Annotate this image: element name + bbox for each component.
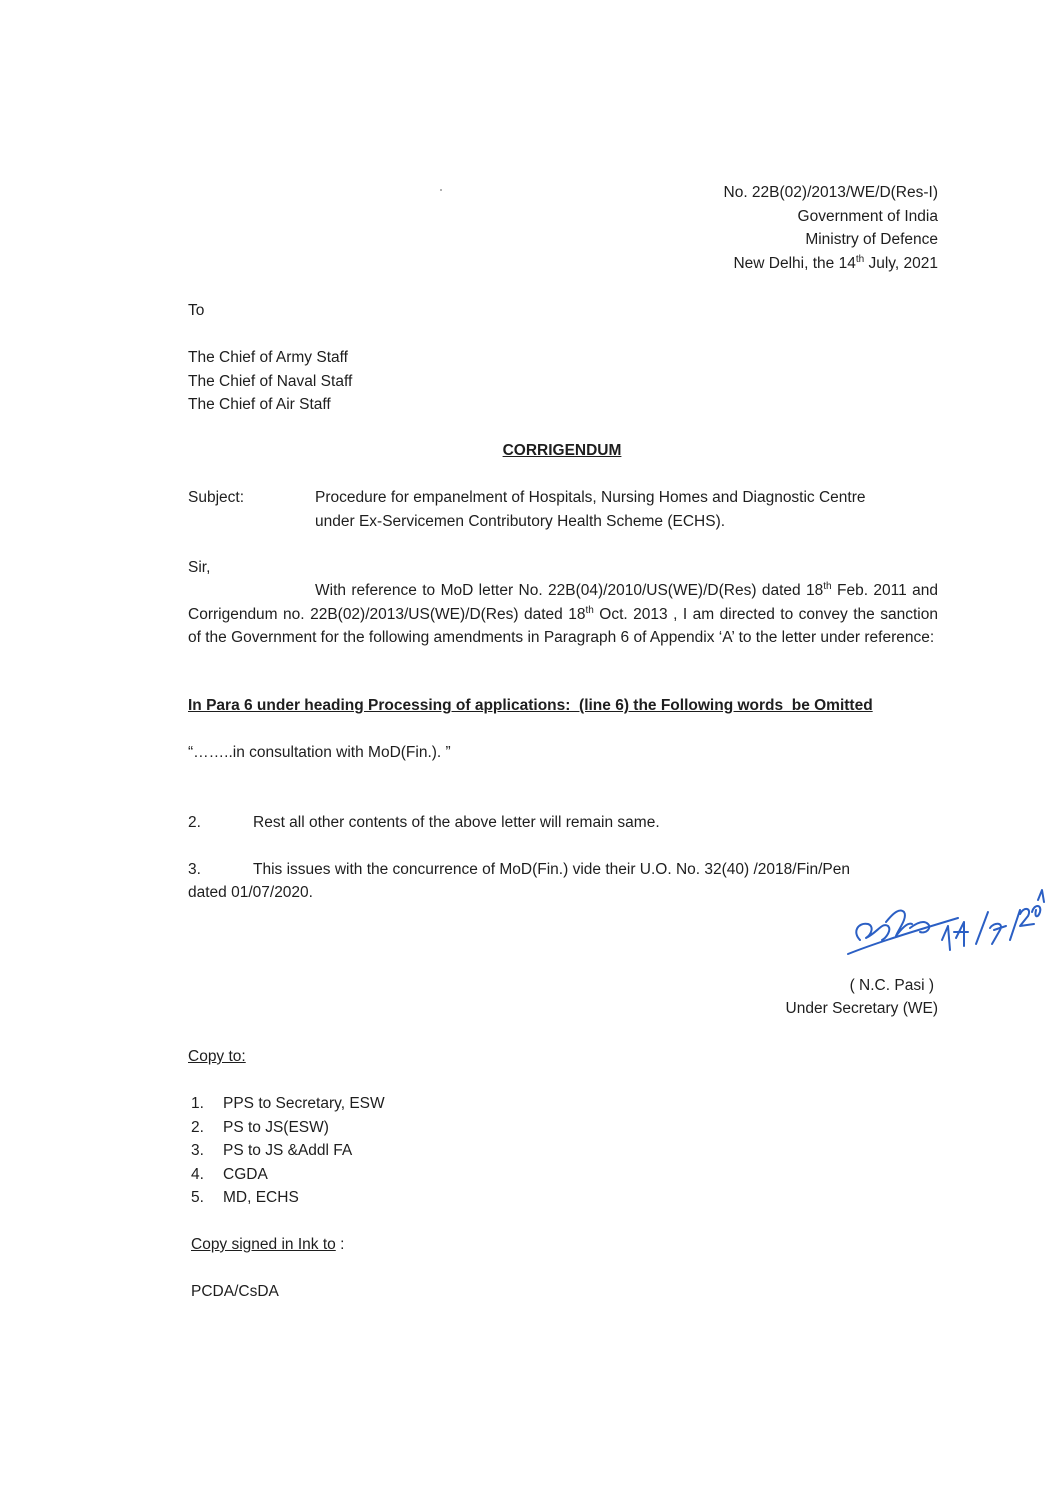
list-item-text: PS to JS &Addl FA [223,1142,353,1159]
paragraph-2-number: 2. [188,814,201,831]
ministry-line: Ministry of Defence [805,231,938,248]
paragraph-1-part-c: Oct. 2013 , I am directed to convey the sanction of the Government for the following amendments in Paragraph 6 of Appendix ‘A’ to the letter under reference: [188,605,938,646]
recipient-air: The Chief of Air Staff [188,396,331,413]
paragraph-3-number: 3. [188,861,201,878]
list-item [191,1139,385,1163]
list-item-number: 2. [191,1118,204,1136]
paragraph-1 [188,579,938,650]
list-item [191,1186,385,1210]
copy-signed-heading-colon: : [335,1236,345,1253]
copy-signed-recipient: PCDA/CsDA [191,1283,279,1300]
date-prefix: New Delhi, the 14 [733,254,856,272]
list-item-text: PS to JS(ESW) [223,1118,329,1136]
date-superscript: th [855,253,865,265]
date-line [724,252,939,276]
paragraph-1-part-a: With reference to MoD letter No. 22B(04)/2010/US(WE)/D(Res) dated 18 [315,582,824,599]
copy-to-list [191,1092,385,1210]
paragraph-1-sup-2: th [585,604,594,616]
signatory-designation: Under Secretary (WE) [785,1000,938,1017]
to-label: To [188,302,205,319]
copy-signed-heading-text: Copy signed in Ink to [191,1236,336,1253]
subject-line-1: Procedure for empanelment of Hospitals, Nursing Homes and Diagnostic Centre [315,489,866,506]
subject-label: Subject: [188,489,245,506]
paragraph-1-sup-1: th [823,581,832,592]
paragraph-3-line-2: dated 01/07/2020. [188,884,313,901]
list-item-text: PPS to Secretary, ESW [223,1095,385,1112]
copy-to-heading: Copy to: [188,1048,246,1065]
list-item-number: 3. [191,1142,204,1159]
handwritten-signature [838,882,1048,972]
paragraph-1-part-b: Feb. 2011 and Corrigendum no. 22B(02)/2013/US(WE)/D(Res) dated 18 [188,582,938,623]
signatory-name: ( N.C. Pasi ) [849,977,934,994]
paragraph-3-line-1: This issues with the concurrence of MoD(Fin.) vide their U.O. No. 32(40) /2018/Fin/Pen [253,861,850,878]
omitted-words-quote: “……..in consultation with MoD(Fin.). ” [188,744,451,761]
recipient-navy: The Chief of Naval Staff [188,372,353,390]
document-title: CORRIGENDUM [502,442,622,459]
list-item-number: 5. [191,1189,204,1206]
list-item-number: 1. [191,1095,204,1112]
list-item [191,1163,385,1187]
copy-signed-heading [191,1233,344,1257]
list-item [191,1116,385,1140]
list-item-text: MD, ECHS [223,1189,299,1206]
paragraph-2-text: Rest all other contents of the above letter will remain same. [253,814,660,831]
para-6-heading: In Para 6 under heading Processing of applications: (line 6) the Following words be Omitted [188,697,873,714]
recipient-army: The Chief of Army Staff [188,349,348,366]
subject-line-2: under Ex-Servicemen Contributory Health Scheme (ECHS). [315,512,726,530]
list-item-number: 4. [191,1165,204,1183]
list-item [191,1092,385,1116]
subject-text [315,486,938,533]
date-suffix: July, 2021 [864,254,938,272]
government-line: Government of India [797,207,938,225]
salutation: Sir, [188,559,211,576]
scan-speck [440,189,442,191]
list-item-text: CGDA [223,1165,268,1183]
reference-block [724,181,939,275]
handwritten-date: 14/7/2021 [1038,968,1043,969]
recipients-block [188,346,352,417]
reference-number: No. 22B(02)/2013/WE/D(Res-I) [723,184,938,201]
